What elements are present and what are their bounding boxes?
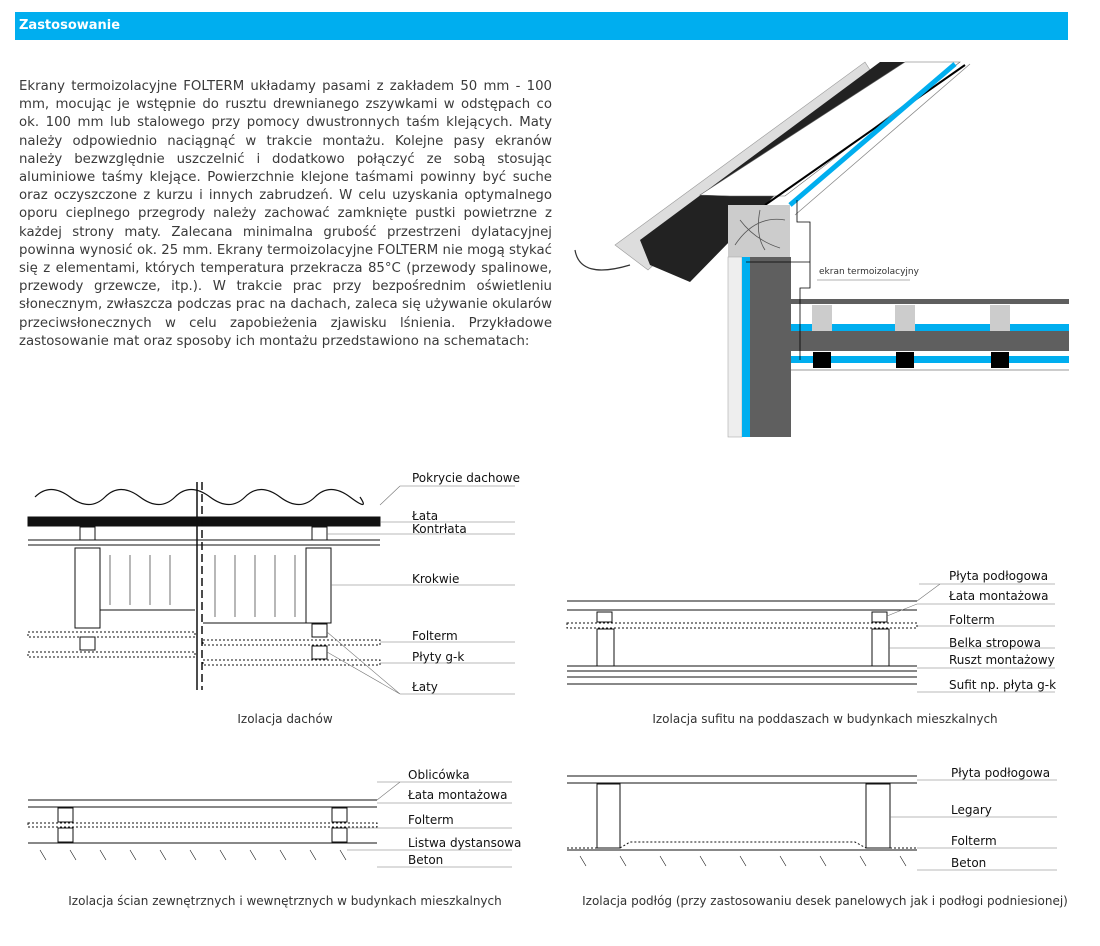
label-batten: Łata — [412, 509, 439, 523]
label-mounting-frame: Ruszt montażowy — [949, 653, 1055, 667]
label-roof-covering: Pokrycie dachowe — [412, 471, 520, 485]
label-spacer-strip: Listwa dystansowa — [408, 836, 522, 850]
label-floor-board: Płyta podłogowa — [949, 569, 1049, 583]
label-folterm: Folterm — [408, 813, 454, 827]
label-concrete: Beton — [408, 853, 444, 867]
label-cladding: Oblicówka — [408, 768, 470, 782]
label-rafters: Krokwie — [412, 572, 460, 586]
caption-walls: Izolacja ścian zewnętrznych i wewnętrznych w budynkach mieszkalnych — [68, 894, 502, 908]
caption-ceiling: Izolacja sufitu na poddaszach w budynkach mieszkalnych — [652, 712, 998, 726]
caption-roof: Izolacja dachów — [237, 712, 333, 726]
label-joists: Legary — [951, 803, 992, 817]
label-plasterboard: Płyty g-k — [412, 650, 465, 664]
label-folterm: Folterm — [949, 613, 995, 627]
section-title: Zastosowanie — [19, 18, 121, 33]
label-mounting-batten: Łata montażowa — [408, 788, 508, 802]
label-battens: Łaty — [412, 680, 438, 694]
label-folterm: Folterm — [412, 629, 458, 643]
label-ceiling-beam: Belka stropowa — [949, 636, 1041, 650]
caption-floors: Izolacja podłóg (przy zastosowaniu desek panelowych jak i podłogi podniesionej) — [582, 894, 1068, 908]
intro-paragraph: Ekrany termoizolacyjne FOLTERM układamy pasami z zakładem 50 mm - 100 mm, mocując je wstępnie do rusztu drewnianego zszywkami w odstępach co ok. 100 mm lub stalowego przy pomocy dwustronnych taśm klejących. Maty należy odpowiednio naciągnąć w trakcie montażu. Kolejne pasy ekranów należy bezwzględnie uszczelnić i dodatkowo połączyć ze sobą stosując aluminiowe taśmy klejące. Powierzchnie klejone taśmami powinny być suche oraz oczyszczone z kurzu i innych zabrudzeń. W celu uzyskania optymalnego oporu cieplnego przegrody należy zachować zamknięte pustki powietrzne z każdej strony maty. Zalecana minimalna grubość przestrzeni dylatacyjnej powinna wynosić ok. 25 mm. Ekrany termoizolacyjne FOLTERM nie mogą stykać się z elementami, których temperatura przekracza 85°C (przewody spalinowe, przewody grzewcze, itp.). W trakcie prac przy bezpośrednim oświetleniu słonecznym, zwłaszcza podczas prac na dachach, zaleca się używanie okularów przeciwsłonecznych w celu zapobieżenia zjawisku lśnienia. Przykładowe zastosowanie mat oraz sposoby ich montażu przedstawiono na schematach: — [19, 79, 552, 349]
label-floor-board: Płyta podłogowa — [951, 766, 1051, 780]
label-folterm: Folterm — [951, 834, 997, 848]
roof-cross-section-illustration — [575, 62, 1069, 437]
roof-section-label: ekran termoizolacyjny — [819, 267, 919, 277]
label-mounting-batten: Łata montażowa — [949, 589, 1049, 603]
label-counter-batten: Kontrłata — [412, 522, 467, 536]
label-concrete: Beton — [951, 856, 987, 870]
label-ceiling-board: Sufit np. płyta g-k — [949, 678, 1057, 692]
